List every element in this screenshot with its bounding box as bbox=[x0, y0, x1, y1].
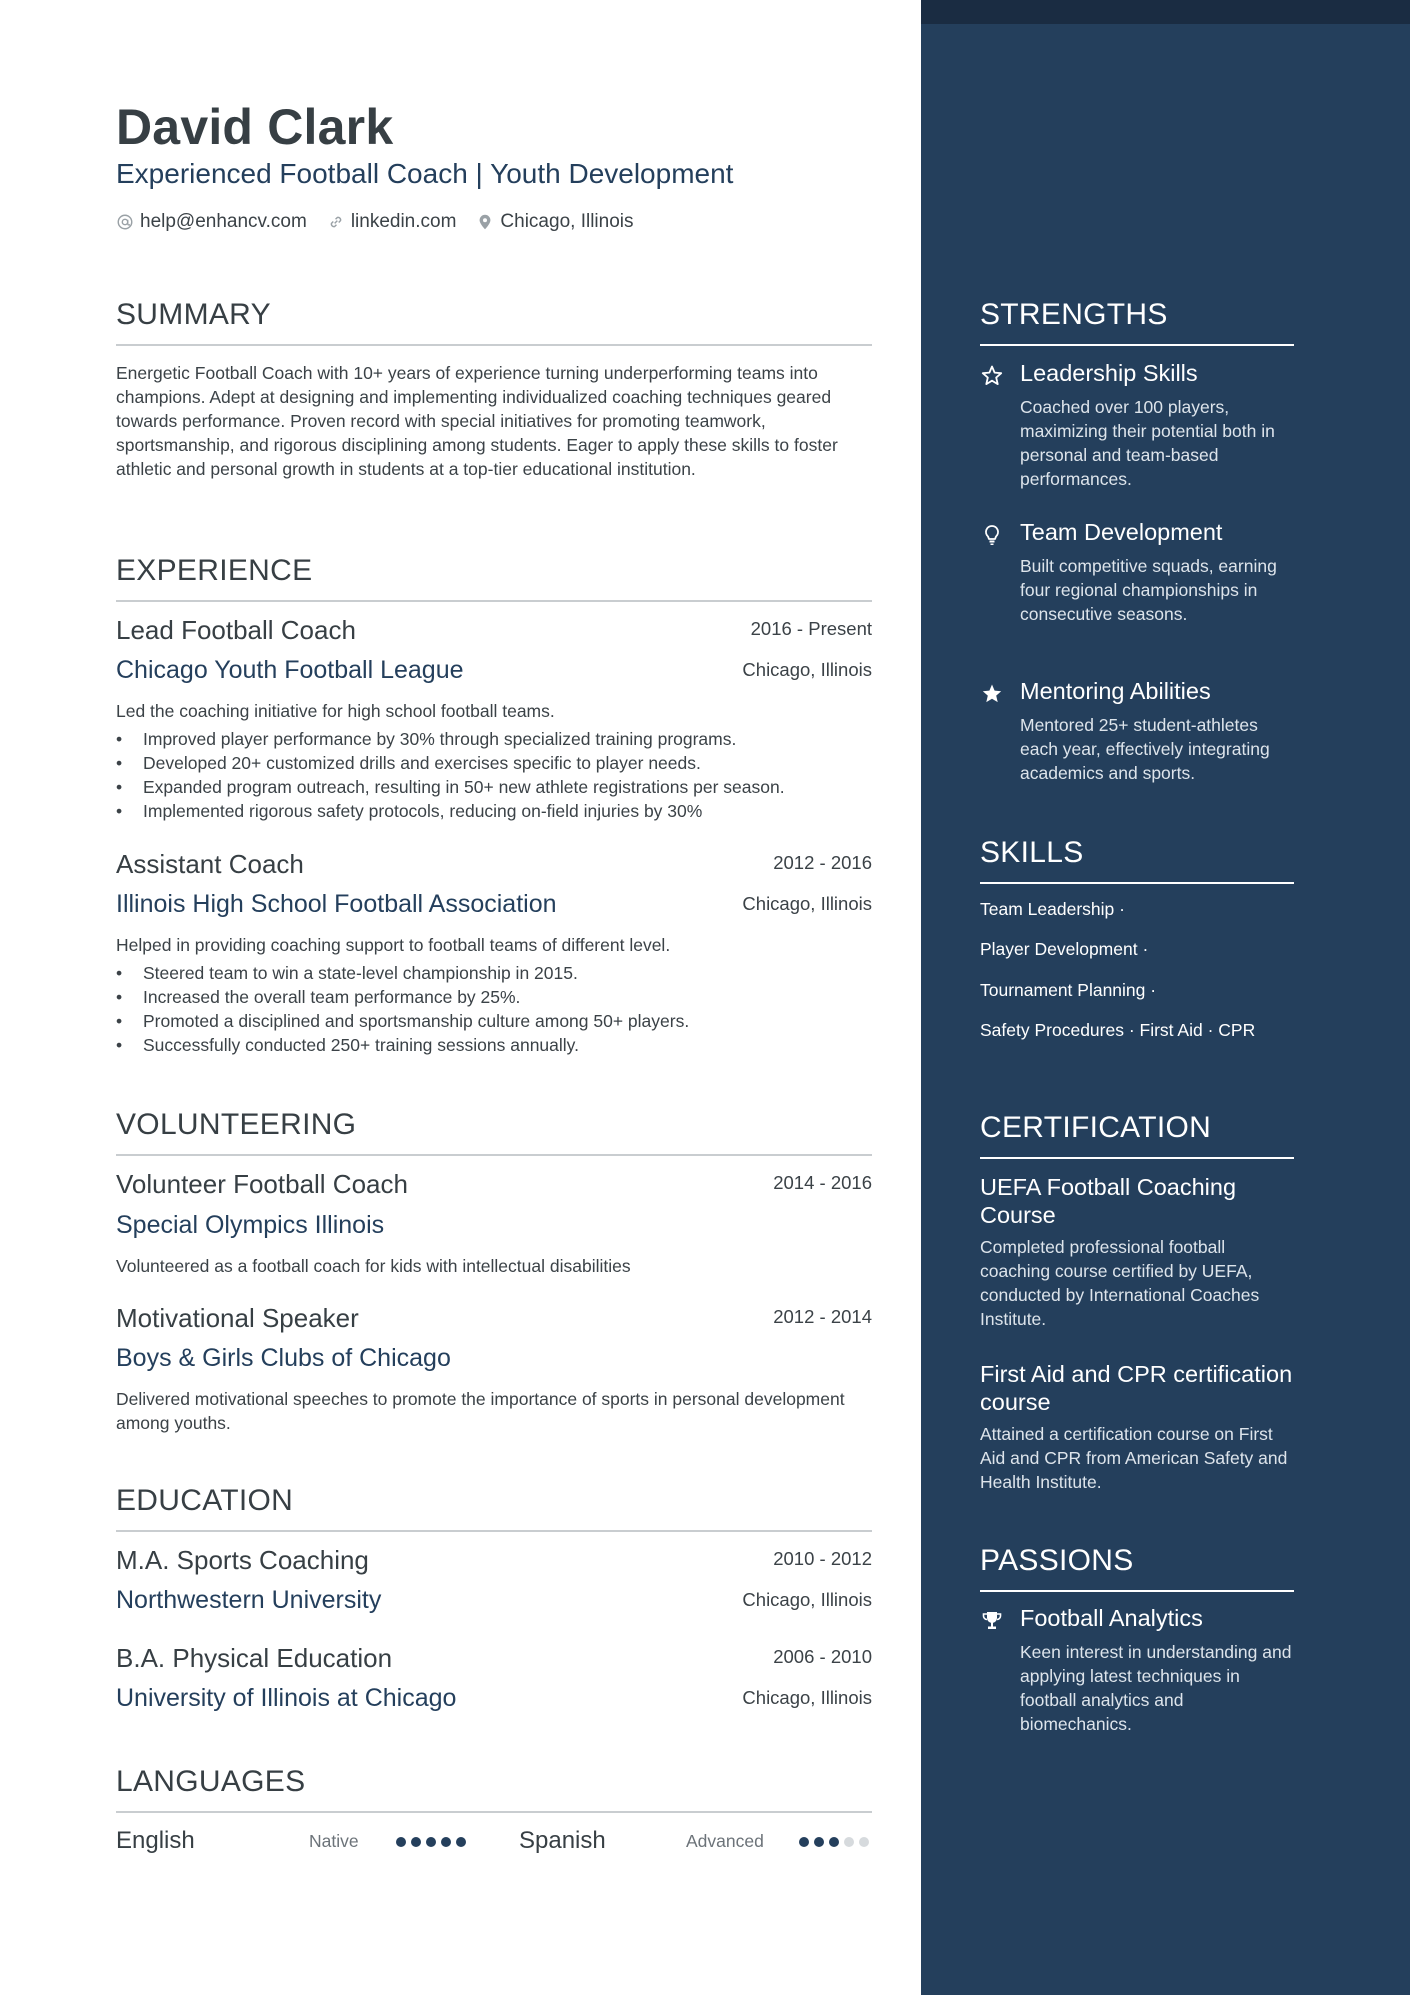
bullet-item: • Expanded program outreach, resulting in 50+ new athlete registrations per season. bbox=[116, 775, 872, 799]
degree-title: M.A. Sports Coaching bbox=[116, 1545, 369, 1575]
rating-dot bbox=[814, 1837, 824, 1847]
volunteer-dates: 2012 - 2014 bbox=[773, 1306, 872, 1327]
degree-dates: 2010 - 2012 bbox=[773, 1548, 872, 1569]
strength-description: Built competitive squads, earning four regional championships in consecutive seasons. bbox=[1020, 556, 1277, 624]
school-name: Northwestern University bbox=[116, 1586, 382, 1614]
volunteer-role: Volunteer Football Coach bbox=[116, 1169, 408, 1199]
bullet-item: • Improved player performance by 30% through specialized training programs. bbox=[116, 727, 872, 751]
volunteer-description: Volunteered as a football coach for kids with intellectual disabilities bbox=[116, 1256, 631, 1276]
education-heading: EDUCATION bbox=[116, 1484, 294, 1517]
skill-line: Safety Procedures · First Aid · CPR bbox=[980, 1020, 1256, 1040]
volunteer-organization: Boys & Girls Clubs of Chicago bbox=[116, 1344, 451, 1372]
strength-description: Mentored 25+ student-athletes each year, effectively integrating academics and sports. bbox=[1020, 715, 1270, 783]
summary-divider bbox=[116, 344, 872, 346]
email-text: help@enhancv.com bbox=[140, 211, 307, 232]
job-dates: 2016 - Present bbox=[750, 618, 872, 639]
certification-title: UEFA Football Coaching Course bbox=[980, 1174, 1237, 1228]
rating-dot bbox=[396, 1837, 406, 1847]
star-filled-icon bbox=[980, 682, 1004, 706]
education-divider bbox=[116, 1530, 872, 1532]
degree-dates: 2006 - 2010 bbox=[773, 1646, 872, 1667]
summary-heading: SUMMARY bbox=[116, 298, 271, 331]
contact-row bbox=[116, 211, 654, 233]
bullet-item: • Successfully conducted 250+ training sessions annually. bbox=[116, 1033, 872, 1057]
skill-line: Tournament Planning · bbox=[980, 980, 1157, 1000]
passion-description: Keen interest in understanding and applying latest techniques in football analytics and biomechanics. bbox=[1020, 1642, 1292, 1734]
skills-divider bbox=[980, 882, 1294, 884]
volunteer-organization: Special Olympics Illinois bbox=[116, 1211, 385, 1239]
linkedin-text: linkedin.com bbox=[350, 211, 457, 232]
rating-dot bbox=[456, 1837, 466, 1847]
certification-description: Attained a certification course on First Aid and CPR from American Safety and Health Institute. bbox=[980, 1424, 1288, 1492]
star-outline-icon bbox=[980, 364, 1004, 388]
volunteering-heading: VOLUNTEERING bbox=[116, 1108, 357, 1141]
experience-divider bbox=[116, 600, 872, 602]
location-text: Chicago, Illinois bbox=[500, 211, 634, 232]
contact-location bbox=[476, 211, 633, 233]
rating-dot bbox=[844, 1837, 854, 1847]
volunteer-dates: 2014 - 2016 bbox=[773, 1172, 872, 1193]
skills-heading: SKILLS bbox=[980, 836, 1084, 869]
job-dates: 2012 - 2016 bbox=[773, 852, 872, 873]
volunteering-divider bbox=[116, 1154, 872, 1156]
lightbulb-icon bbox=[980, 523, 1004, 547]
contact-email[interactable] bbox=[116, 211, 307, 233]
rating-dot bbox=[426, 1837, 436, 1847]
language-level: Advanced bbox=[686, 1831, 764, 1851]
volunteer-description: Delivered motivational speeches to promote the importance of sports in personal development among youths. bbox=[116, 1389, 845, 1433]
job-description: Helped in providing coaching support to football teams of different level. bbox=[116, 935, 671, 955]
rating-dot bbox=[859, 1837, 869, 1847]
strength-title: Team Development bbox=[1020, 519, 1223, 545]
passions-heading: PASSIONS bbox=[980, 1544, 1134, 1577]
sidebar-top-bar bbox=[921, 0, 1410, 24]
job-bullets bbox=[116, 961, 872, 1057]
summary-text: Energetic Football Coach with 10+ years of experience turning underperforming teams into champions. Adept at designing and implementing individualized coaching techniques geared towards performance. Proven record with special initiatives for promoting teamwork, sportsmanship, and rigorous disciplining among students. Eager to apply these skills to foster athletic and personal growth in students at a top-tier educational institution. bbox=[116, 363, 838, 479]
job-title: Lead Football Coach bbox=[116, 615, 356, 645]
location-pin-icon bbox=[476, 213, 494, 231]
language-rating bbox=[799, 1837, 874, 1847]
candidate-headline: Experienced Football Coach | Youth Development bbox=[116, 158, 734, 189]
job-organization: Chicago Youth Football League bbox=[116, 656, 464, 684]
job-organization: Illinois High School Football Association bbox=[116, 890, 557, 918]
certification-divider bbox=[980, 1157, 1294, 1159]
bullet-item: • Implemented rigorous safety protocols, reducing on-field injuries by 30% bbox=[116, 799, 872, 823]
passion-title: Football Analytics bbox=[1020, 1605, 1203, 1631]
school-name: University of Illinois at Chicago bbox=[116, 1684, 457, 1712]
bullet-item: • Promoted a disciplined and sportsmanship culture among 50+ players. bbox=[116, 1009, 872, 1033]
bullet-item: • Increased the overall team performance by 25%. bbox=[116, 985, 872, 1009]
job-bullets bbox=[116, 727, 872, 823]
job-location: Chicago, Illinois bbox=[742, 893, 872, 914]
bullet-item: • Developed 20+ customized drills and exercises specific to player needs. bbox=[116, 751, 872, 775]
degree-title: B.A. Physical Education bbox=[116, 1643, 393, 1673]
link-icon bbox=[327, 213, 345, 231]
languages-divider bbox=[116, 1811, 872, 1813]
job-title: Assistant Coach bbox=[116, 849, 304, 879]
language-rating bbox=[396, 1837, 471, 1847]
skill-line: Team Leadership · bbox=[980, 899, 1125, 919]
rating-dot bbox=[799, 1837, 809, 1847]
strength-title: Mentoring Abilities bbox=[1020, 678, 1211, 704]
strengths-divider bbox=[980, 344, 1294, 346]
language-name: Spanish bbox=[519, 1827, 606, 1854]
at-icon bbox=[116, 213, 134, 231]
certification-heading: CERTIFICATION bbox=[980, 1111, 1212, 1144]
school-location: Chicago, Illinois bbox=[742, 1687, 872, 1708]
rating-dot bbox=[441, 1837, 451, 1847]
strengths-heading: STRENGTHS bbox=[980, 298, 1168, 331]
rating-dot bbox=[829, 1837, 839, 1847]
skill-line: Player Development · bbox=[980, 939, 1149, 959]
language-level: Native bbox=[309, 1831, 359, 1851]
job-description: Led the coaching initiative for high school football teams. bbox=[116, 701, 555, 721]
experience-heading: EXPERIENCE bbox=[116, 554, 313, 587]
languages-heading: LANGUAGES bbox=[116, 1765, 306, 1798]
school-location: Chicago, Illinois bbox=[742, 1589, 872, 1610]
strength-description: Coached over 100 players, maximizing their potential both in personal and team-based performances. bbox=[1020, 397, 1275, 489]
volunteer-role: Motivational Speaker bbox=[116, 1303, 359, 1333]
certification-title: First Aid and CPR certification course bbox=[980, 1361, 1293, 1415]
language-name: English bbox=[116, 1827, 195, 1854]
rating-dot bbox=[411, 1837, 421, 1847]
candidate-name: David Clark bbox=[116, 99, 394, 155]
bullet-item: • Steered team to win a state-level championship in 2015. bbox=[116, 961, 872, 985]
certification-description: Completed professional football coaching course certified by UEFA, conducted by International Coaches Institute. bbox=[980, 1237, 1260, 1329]
contact-linkedin[interactable] bbox=[327, 211, 457, 233]
passions-divider bbox=[980, 1590, 1294, 1592]
strength-title: Leadership Skills bbox=[1020, 360, 1198, 386]
job-location: Chicago, Illinois bbox=[742, 659, 872, 680]
trophy-icon bbox=[980, 1609, 1004, 1633]
